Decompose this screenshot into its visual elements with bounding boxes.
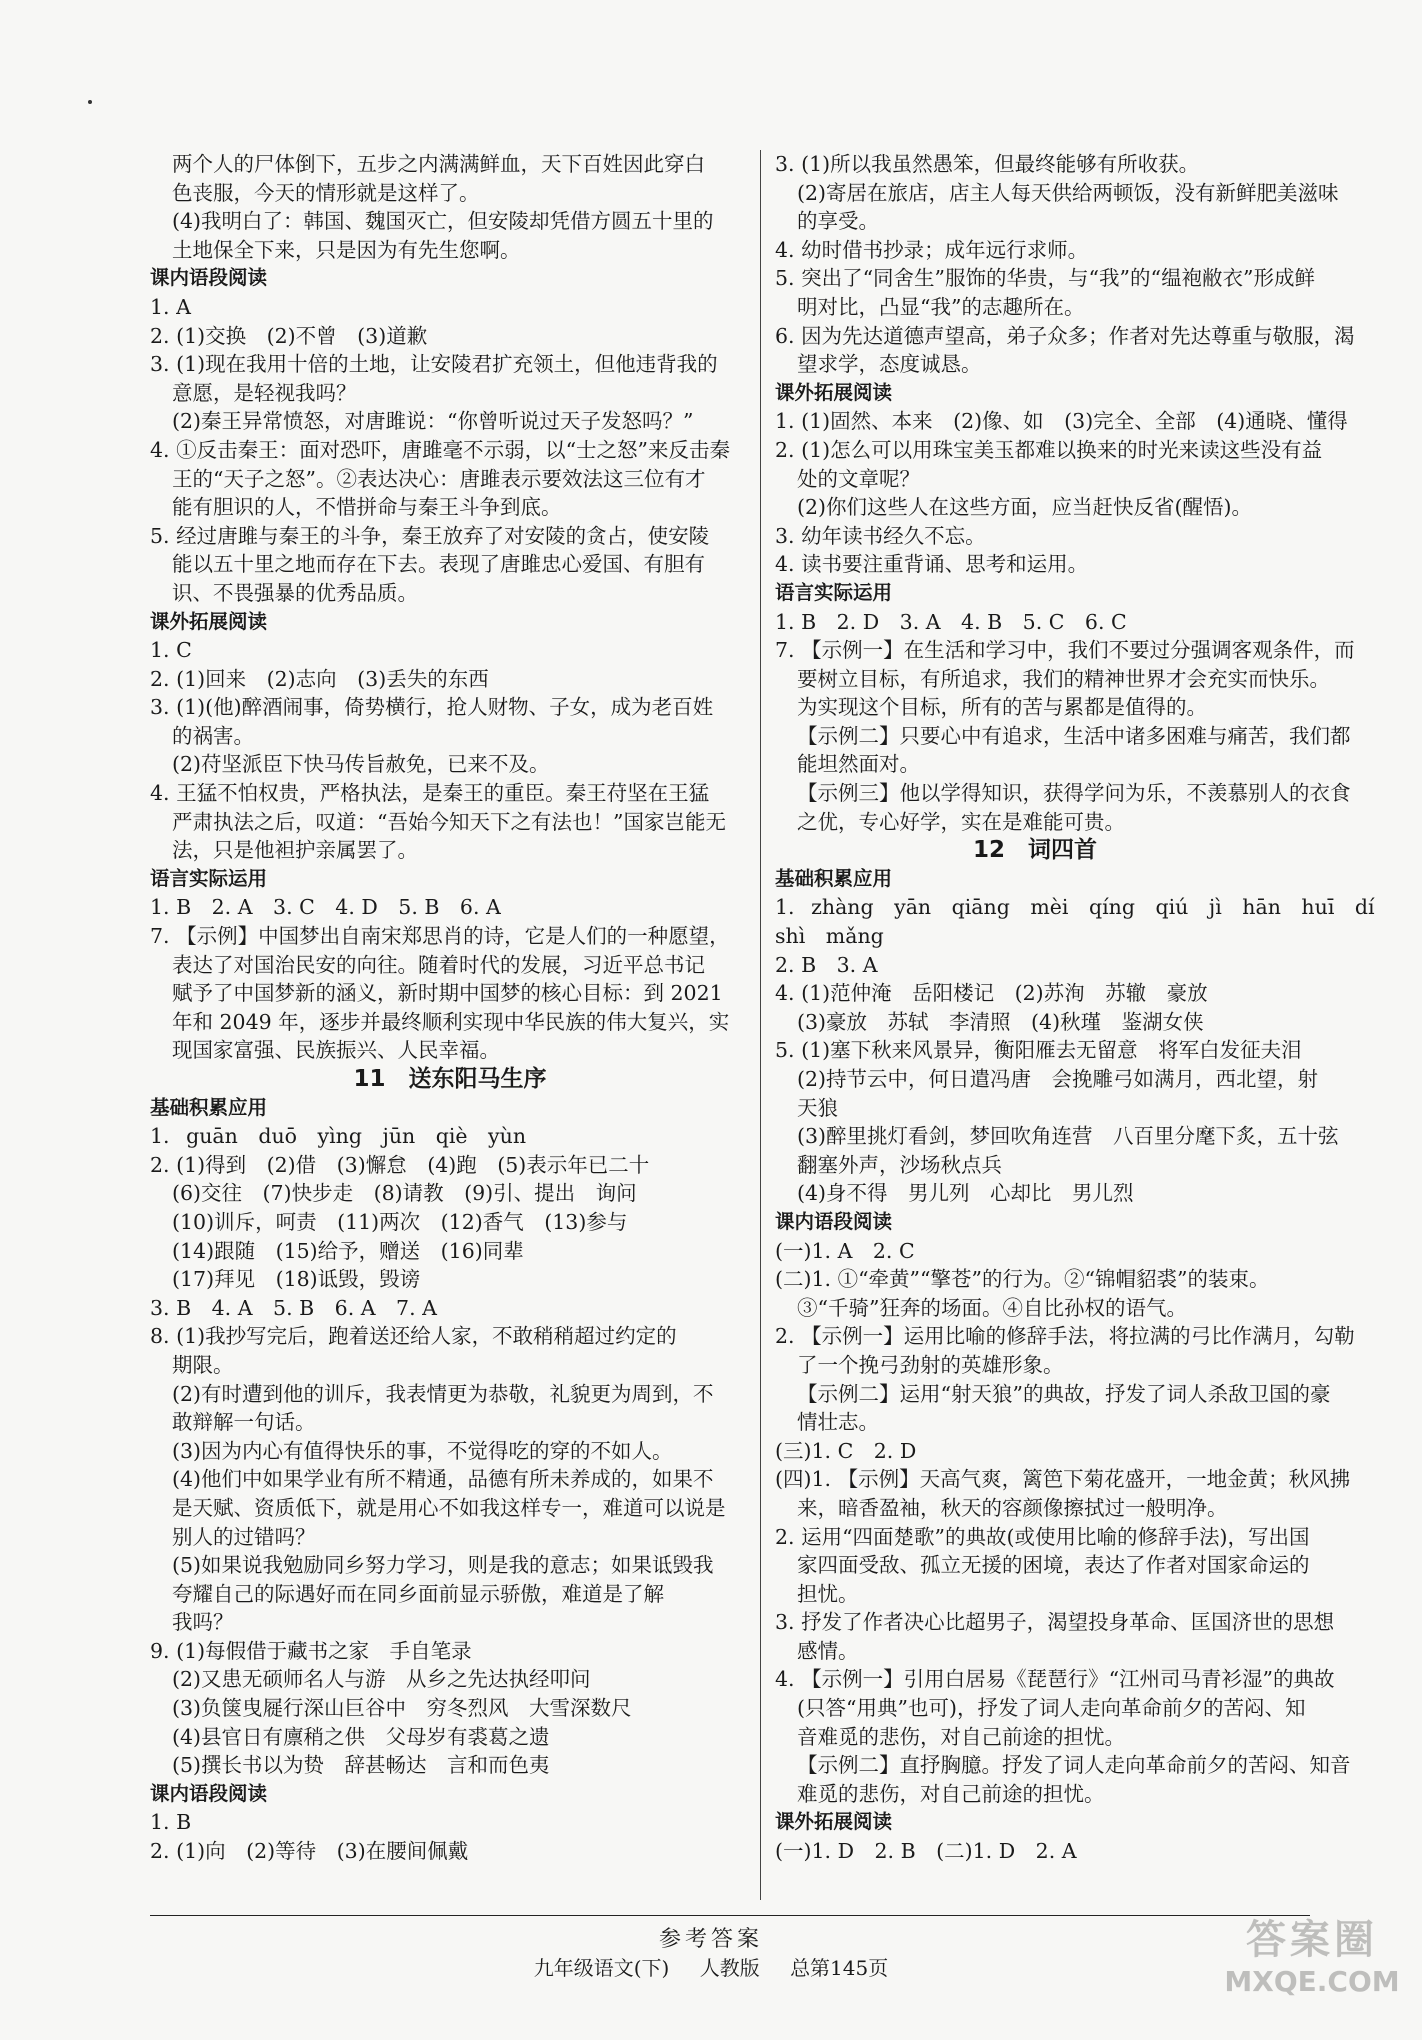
answer-line: (4)他们中如果学业有所不精通，品德有所未养成的，如果不	[172, 1467, 714, 1492]
answer-line: 【示例三】他以学得知识，获得学问为乐，不羡慕别人的衣食	[797, 781, 1351, 806]
answer-line: 天狼	[797, 1095, 838, 1120]
answer-line: 7. 【示例】中国梦出自南宋郑思肖的诗，它是人们的一种愿望，	[150, 924, 730, 949]
scan-speck	[88, 100, 92, 104]
chapter-heading: 12 词四首	[972, 837, 1097, 864]
answer-line: 1. zhàng yān qiāng mèi qíng qiú jì hān huī dí	[775, 895, 1375, 920]
answer-line: (4)身不得 男儿列 心却比 男儿烈	[797, 1181, 1134, 1206]
answer-line: 翻塞外声，沙场秋点兵	[797, 1152, 1002, 1177]
answer-line: 4. 读书要注重背诵、思考和运用。	[775, 552, 1089, 577]
watermark-logo	[1222, 1908, 1402, 2018]
answer-line: 4. ①反击秦王：面对恐吓，唐雎毫不示弱，以“士之怒”来反击秦	[150, 437, 731, 462]
answer-line: 2. (1)交换 (2)不曾 (3)道歉	[150, 323, 428, 348]
answer-line: 7. 【示例一】在生活和学习中，我们不要过分强调客观条件，而	[775, 638, 1355, 663]
answer-line: 能以五十里之地而存在下去。表现了唐雎忠心爱国、有胆有	[172, 552, 705, 577]
answer-line: (2)秦王异常愤怒，对唐雎说：“你曾听说过天子发怒吗？”	[172, 409, 694, 434]
answer-line: 色丧服，今天的情形就是这样了。	[172, 180, 480, 205]
answer-line: 3. 幼年读书经久不忘。	[775, 523, 986, 548]
answer-line: (二)1. ①“牵黄”“擎苍”的行为。②“锦帽貂裘”的装束。	[775, 1267, 1270, 1292]
answer-line: 年和 2049 年，逐步并最终顺利实现中华民族的伟大复兴，实	[172, 1009, 730, 1034]
answer-line: 我吗？	[172, 1610, 234, 1635]
answer-line: (只答“用典”也可)，抒发了词人走向革命前夕的苦闷、知	[797, 1696, 1306, 1721]
answer-line: (四)1. 【示例】天高气爽，篱笆下菊花盛开，一地金黄；秋风拂	[775, 1467, 1351, 1492]
answer-line: 2. (1)回来 (2)志向 (3)丢失的东西	[150, 666, 489, 691]
answer-line: 土地保全下来，只是因为有先生您啊。	[172, 237, 521, 262]
answer-line: 9. (1)每假借于藏书之家 手自笔录	[150, 1638, 472, 1663]
answer-line: 【示例二】运用“射天狼”的典故，抒发了词人杀敌卫国的豪	[797, 1381, 1331, 1406]
answer-line: ③“千骑”狂奔的场面。④自比孙权的语气。	[797, 1295, 1187, 1320]
answer-line: 了一个挽弓劲射的英雄形象。	[797, 1352, 1064, 1377]
answer-line: 敢辩解一句话。	[172, 1410, 316, 1435]
answer-line: 夸耀自己的际遇好而在同乡面前显示骄傲，难道是了解	[172, 1581, 664, 1606]
answer-line: (4)县官日有廪稍之供 父母岁有裘葛之遗	[172, 1724, 550, 1749]
answer-line: 1. B	[150, 1810, 192, 1835]
answer-line: 两个人的尸体倒下，五步之内满满鲜血，天下百姓因此穿白	[172, 152, 705, 176]
answer-line: 期限。	[172, 1352, 234, 1377]
answer-line: (14)跟随 (15)给予，赠送 (16)同辈	[172, 1238, 524, 1263]
answer-line: (17)拜见 (18)诋毁，毁谤	[172, 1267, 421, 1292]
footer-rule	[150, 1915, 1310, 1916]
section-heading: 课内语段阅读	[150, 1781, 268, 1805]
answer-line: shì mǎng	[775, 924, 884, 949]
answer-line: 2. 运用“四面楚歌”的典故(或使用比喻的修辞手法)，写出国	[775, 1524, 1310, 1549]
answer-line: 4. 【示例一】引用白居易《琵琶行》“江州司马青衫湿”的典故	[775, 1667, 1335, 1692]
answer-line: 处的文章呢？	[797, 466, 920, 491]
answer-line: 音难觅的悲伤，对自己前途的担忧。	[797, 1724, 1125, 1749]
answer-line: 2. B 3. A	[775, 952, 878, 977]
section-heading: 课外拓展阅读	[775, 380, 893, 404]
answer-line: 为实现这个目标，所有的苦与累都是值得的。	[797, 695, 1207, 720]
answer-line: (2)持节云中，何日遣冯唐 会挽雕弓如满月，西北望，射	[797, 1067, 1319, 1091]
answer-line: 3. 抒发了作者决心比超男子，渴望投身革命、匡国济世的思想	[775, 1610, 1335, 1635]
answer-line: 1. B 2. D 3. A 4. B 5. C 6. C	[775, 609, 1127, 634]
chapter-heading: 11 送东阳马生序	[353, 1066, 547, 1092]
answer-line: 3. (1)所以我虽然愚笨，但最终能够有所收获。	[775, 152, 1200, 176]
answer-line: 4. 王猛不怕权贵，严格执法，是秦王的重臣。秦王苻坚在王猛	[150, 781, 710, 806]
answer-line: 4. (1)范仲淹 岳阳楼记 (2)苏洵 苏辙 豪放	[775, 981, 1208, 1006]
answer-line: 2. (1)得到 (2)借 (3)懈怠 (4)跑 (5)表示年已二十	[150, 1152, 650, 1177]
answer-line: 家四面受敌、孤立无援的困境，表达了作者对国家命运的	[797, 1553, 1310, 1578]
footer-title: 参考答案	[658, 1927, 763, 1952]
answer-line: 严肃执法之后，叹道：“吾始今知天下之有法也！”国家岂能无	[172, 809, 726, 834]
section-heading: 基础积累应用	[150, 1095, 268, 1119]
answer-line: 6. 因为先达道德声望高，弟子众多；作者对先达尊重与敬服，渴	[775, 323, 1355, 348]
answer-line: (4)我明白了：韩国、魏国灭亡，但安陵却凭借方圆五十里的	[172, 209, 714, 234]
answer-line: 来，暗香盈袖，秋天的容颜像擦拭过一般明净。	[797, 1495, 1228, 1520]
answer-line: 2. (1)怎么可以用珠宝美玉都难以换来的时光来读这些没有益	[775, 437, 1323, 462]
watermark-logo-text: 答案圈	[1246, 1917, 1378, 1963]
answer-line: 的祸害。	[172, 723, 254, 748]
answer-line: 1. (1)固然、本来 (2)像、如 (3)完全、全部 (4)通晓、懂得	[775, 409, 1348, 434]
answer-line: 感情。	[797, 1638, 859, 1663]
answer-line: 2. 【示例一】运用比喻的修辞手法，将拉满的弓比作满月，勾勒	[775, 1324, 1355, 1349]
answer-line: 1. A	[150, 294, 191, 319]
section-heading: 课外拓展阅读	[150, 609, 268, 633]
answer-line: (一)1. D 2. B (二)1. D 2. A	[775, 1839, 1077, 1864]
section-heading: 课内语段阅读	[150, 266, 268, 290]
answer-line: (2)你们这些人在这些方面，应当赶快反省(醒悟)。	[797, 495, 1253, 520]
answer-line: (10)训斥，呵责 (11)两次 (12)香气 (13)参与	[172, 1209, 628, 1234]
answer-line: 【示例二】直抒胸臆。抒发了词人走向革命前夕的苦闷、知音	[797, 1753, 1351, 1778]
answer-line: 别人的过错吗？	[172, 1524, 316, 1549]
answer-line: 【示例二】只要心中有追求，生活中诸多困难与痛苦，我们都	[797, 723, 1351, 748]
answer-line: (一)1. A 2. C	[775, 1238, 915, 1263]
answer-line: 要树立目标，有所追求，我们的精神世界才会充实而快乐。	[797, 666, 1330, 691]
answer-line: 1. C	[150, 638, 192, 663]
answer-line: 识、不畏强暴的优秀品质。	[172, 580, 418, 605]
answer-line: (2)有时遭到他的训斥，我表情更为恭敬，礼貌更为周到，不	[172, 1381, 714, 1406]
answer-line: 情壮志。	[797, 1410, 879, 1435]
answer-line: 望求学，态度诚恳。	[797, 352, 982, 377]
answer-line: 1. B 2. A 3. C 4. D 5. B 6. A	[150, 895, 501, 920]
right-column	[775, 150, 1375, 1866]
answer-line: (6)交往 (7)快步走 (8)请教 (9)引、提出 询问	[172, 1181, 637, 1206]
answer-line: 2. (1)向 (2)等待 (3)在腰间佩戴	[150, 1839, 469, 1864]
answer-line: (3)因为内心有值得快乐的事，不觉得吃的穿的不如人。	[172, 1438, 673, 1463]
answer-line: 意愿，是轻视我吗？	[172, 380, 357, 405]
answer-line: 担忧。	[797, 1581, 859, 1606]
answer-line: 表达了对国治民安的向往。随着时代的发展，习近平总书记	[172, 952, 705, 977]
column-divider	[760, 150, 761, 1900]
answer-line: (三)1. C 2. D	[775, 1438, 917, 1463]
section-heading: 语言实际运用	[775, 580, 893, 604]
answer-line: 能有胆识的人，不惜拼命与秦王斗争到底。	[172, 495, 562, 520]
answer-line: 现国家富强、民族振兴、人民幸福。	[172, 1038, 500, 1063]
answer-line: 8. (1)我抄写完后，跑着送还给人家，不敢稍稍超过约定的	[150, 1324, 677, 1349]
answer-line: (5)如果说我勉励同乡努力学习，则是我的意志；如果诋毁我	[172, 1553, 714, 1578]
footer-edition: 人教版	[699, 1956, 760, 1980]
answer-line: 之优，专心好学，实在是难能可贵。	[797, 809, 1125, 834]
footer-page-number: 总第145页	[790, 1956, 889, 1980]
answer-line: 的享受。	[797, 209, 879, 234]
answer-line: 难觅的悲伤，对自己前途的担忧。	[797, 1781, 1105, 1806]
answer-line: 4. 幼时借书抄录；成年远行求师。	[775, 237, 1089, 262]
answer-line: 3. (1)现在我用十倍的土地，让安陵君扩充领土，但他违背我的	[150, 352, 718, 377]
footer-grade: 九年级语文(下)	[533, 1956, 670, 1980]
answer-line: 3. B 4. A 5. B 6. A 7. A	[150, 1295, 437, 1320]
answer-line: 1. guān duō yìng jūn qiè yùn	[150, 1124, 527, 1149]
answer-line: (2)寄居在旅店，店主人每天供给两顿饭，没有新鲜肥美滋味	[797, 180, 1339, 205]
section-heading: 课外拓展阅读	[775, 1810, 893, 1834]
section-heading: 基础积累应用	[775, 866, 893, 890]
answer-line: (3)豪放 苏轼 李清照 (4)秋瑾 鉴湖女侠	[797, 1009, 1204, 1034]
answer-line: 5. 突出了“同舍生”服饰的华贵，与“我”的“缊袍敝衣”形成鲜	[775, 266, 1315, 291]
answer-line: 5. (1)塞下秋来风景异，衡阳雁去无留意 将军白发征夫泪	[775, 1038, 1302, 1063]
answer-line: 赋予了中国梦新的涵义，新时期中国梦的核心目标：到 2021	[172, 981, 723, 1006]
answer-line: (2)苻坚派臣下快马传旨赦免，已来不及。	[172, 752, 550, 777]
section-heading: 语言实际运用	[150, 866, 268, 890]
answer-line: 是天赋、资质低下，就是用心不如我这样专一，难道可以说是	[172, 1495, 726, 1520]
answer-line: (2)又患无硕师名人与游 从乡之先达执经叩问	[172, 1667, 591, 1692]
answer-line: 能坦然面对。	[797, 752, 920, 777]
answer-line: (5)撰长书以为贽 辞甚畅达 言和而色夷	[172, 1753, 550, 1778]
answer-line: 明对比，凸显“我”的志趣所在。	[797, 294, 1085, 319]
answer-line: 5. 经过唐雎与秦王的斗争，秦王放弃了对安陵的贪占，使安陵	[150, 523, 710, 548]
answer-line: 法，只是他袒护亲属罢了。	[172, 838, 418, 863]
section-heading: 课内语段阅读	[775, 1209, 893, 1233]
left-column	[150, 150, 750, 1866]
answer-line: (3)醉里挑灯看剑，梦回吹角连营 八百里分麾下炙，五十弦	[797, 1124, 1339, 1149]
footer-info	[0, 1952, 1422, 1981]
answer-line: (3)负箧曳屣行深山巨谷中 穷冬烈风 大雪深数尺	[172, 1696, 632, 1721]
answer-line: 3. (1)(他)醉酒闹事，倚势横行，抢人财物、子女，成为老百姓	[150, 695, 714, 720]
watermark-site-text: MXQE.COM	[1224, 1965, 1400, 1998]
answer-line: 王的“天子之怒”。②表达决心：唐雎表示要效法这三位有才	[172, 466, 706, 491]
